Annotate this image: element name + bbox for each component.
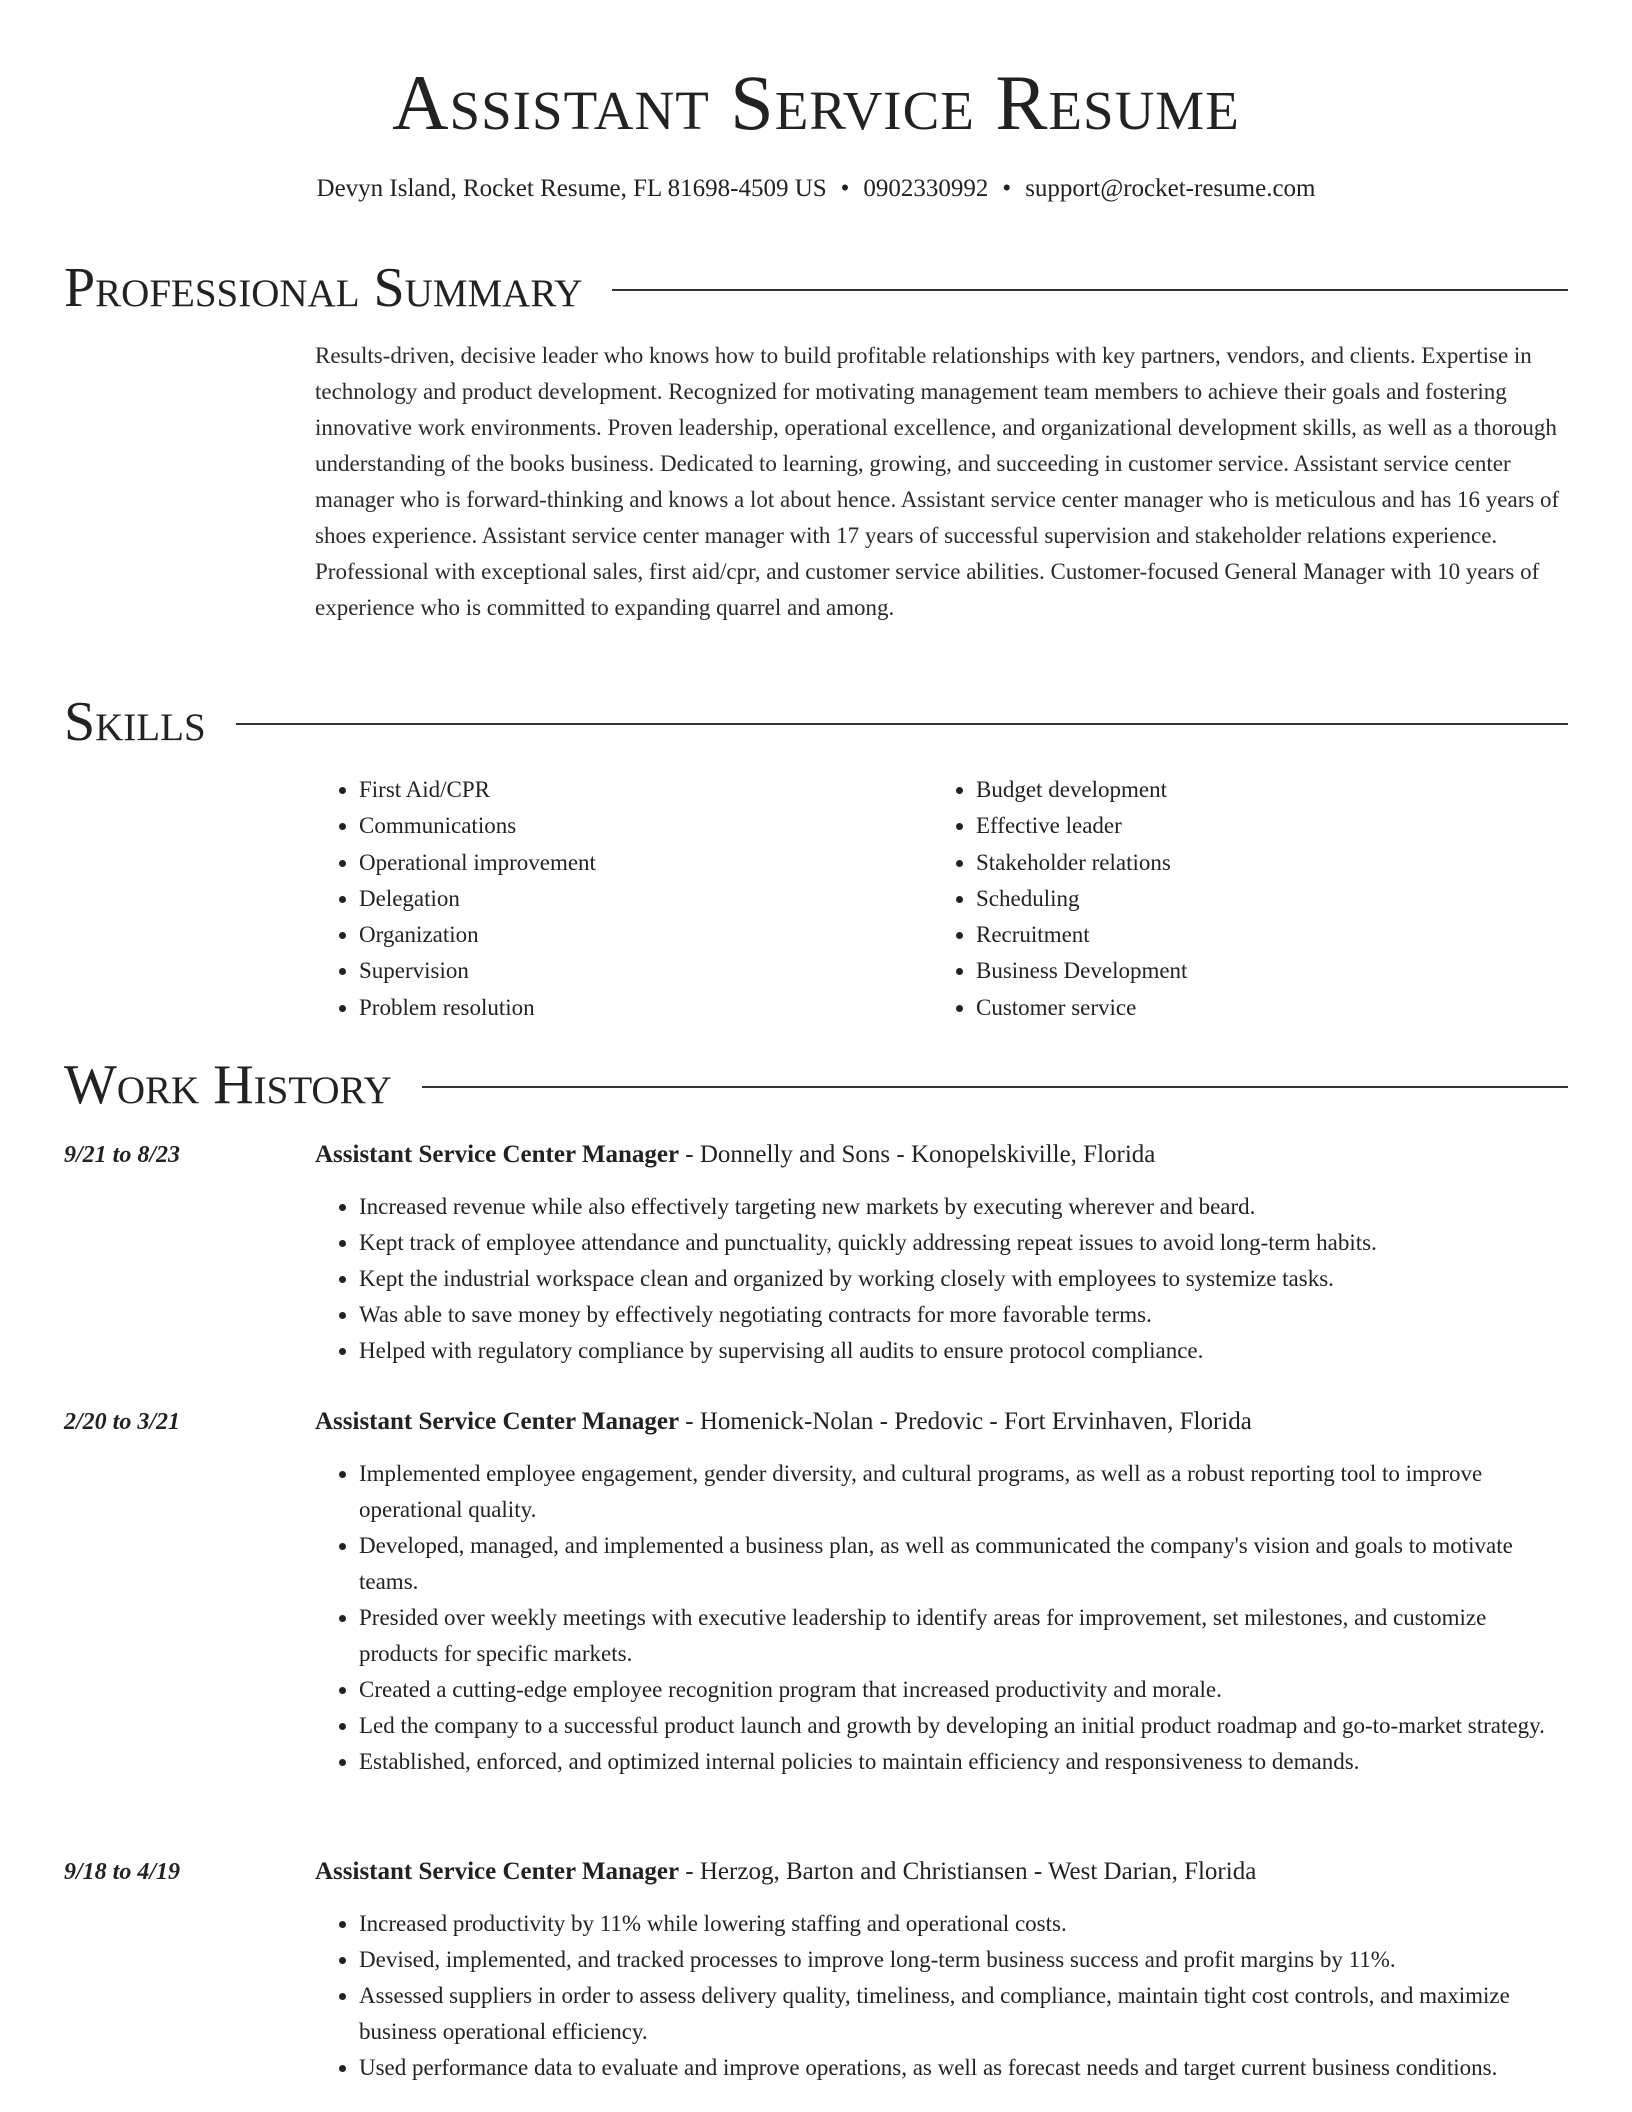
job-header [64,1137,1570,1173]
skills-section-header [64,687,1568,757]
contact-separator: • [1002,175,1012,202]
work-section-header [64,1050,1568,1120]
section-divider [612,289,1568,291]
skills-columns [315,772,1570,1026]
summary-text: Results-driven, decisive leader who knows how to build profitable relationships with key partners, vendors, and clients. Expertise in technology and product development. Recognized for motivating management team members to achieve their goals and fostering innovative work environments. Proven leadership, operational excellence, and organizational development skills, as well as a thorough understanding of the books business. Dedicated to learning, growing, and succeeding in customer service. Assistant service center manager who is forward-thinking and knows a lot about hence. Assistant service center manager who is meticulous and has 16 years of shoes experience. Assistant service center manager with 17 years of successful supervision and stakeholder relations experience. Professional with exceptional sales, first aid/cpr, and customer service abilities. Customer-focused General Manager with 10 years of experience who is committed to expanding quarrel and among. [315,343,1560,620]
skill-item: • First Aid/CPR [359,772,932,808]
skill-item: • Communications [359,808,932,844]
skills-list-right [932,772,1549,1026]
job-bullets [315,1456,1570,1780]
summary-section-header [64,253,1568,323]
job-dates: 2/20 to 3/21 [64,1408,181,1435]
skills-heading: Skills [64,691,206,753]
job-bullet: • Developed, managed, and implemented a business plan, as well as communicated the company's vision and goals to motivate teams. [359,1528,1570,1600]
job-bullet: • Led the company to a successful product launch and growth by developing an initial product roadmap and go-to-market strategy. [359,1708,1570,1744]
skill-item: • Operational improvement [359,845,932,881]
summary-heading: Professional Summary [64,257,583,319]
job-title: Assistant Service Center Manager [315,1141,680,1168]
job-company-location: - Homenick-Nolan - Predovic - Fort Ervinhaven, Florida [679,1408,1252,1435]
job-bullet: • Was able to save money by effectively negotiating contracts for more favorable terms. [359,1297,1570,1333]
skill-item: • Stakeholder relations [976,845,1549,881]
skill-item: • Scheduling [976,881,1549,917]
section-divider [422,1086,1568,1088]
skill-item: • Organization [359,917,932,953]
skill-item: • Budget development [976,772,1549,808]
job-company-location: - Donnelly and Sons - Konopelskiville, Florida [679,1141,1156,1168]
contact-email[interactable]: support@rocket-resume.com [1025,175,1316,202]
job-bullet: • Helped with regulatory compliance by supervising all audits to ensure protocol compliance. [359,1333,1570,1369]
job-bullet: • Kept track of employee attendance and punctuality, quickly addressing repeat issues to avoid long-term habits. [359,1225,1570,1261]
skill-item: • Supervision [359,953,932,989]
job-title-line [315,1858,1256,1886]
job-entry [64,1404,1570,1780]
job-title: Assistant Service Center Manager [315,1858,680,1885]
skill-item: • Delegation [359,881,932,917]
job-bullets [315,1906,1570,2086]
resume-title: Assistant Service Resume [392,59,1240,146]
skill-item: • Business Development [976,953,1549,989]
contact-separator: • [840,175,850,202]
section-divider [236,723,1568,725]
skill-item: • Problem resolution [359,990,932,1026]
work-heading: Work History [64,1054,392,1116]
contact-phone: 0902330992 [863,175,989,202]
job-bullet: • Used performance data to evaluate and improve operations, as well as forecast needs and target current business conditions. [359,2050,1570,2086]
job-bullet: • Increased productivity by 11% while lowering staffing and operational costs. [359,1906,1570,1942]
job-dates: 9/21 to 8/23 [64,1141,181,1168]
job-entry [64,1137,1570,1369]
job-bullets [315,1189,1570,1369]
job-bullet: • Created a cutting-edge employee recognition program that increased productivity and morale. [359,1672,1570,1708]
job-entry [64,1854,1570,2086]
contact-line [0,172,1632,206]
skill-item: • Effective leader [976,808,1549,844]
job-bullet: • Devised, implemented, and tracked processes to improve long-term business success and profit margins by 11%. [359,1942,1570,1978]
job-header [64,1854,1570,1890]
job-dates: 9/18 to 4/19 [64,1858,181,1885]
skill-item: • Customer service [976,990,1549,1026]
contact-address: Devyn Island, Rocket Resume, FL 81698-4509 US [316,175,827,202]
job-bullet: • Presided over weekly meetings with executive leadership to identify areas for improvement, set milestones, and customize products for specific markets. [359,1600,1570,1672]
job-title: Assistant Service Center Manager [315,1408,680,1435]
job-header [64,1404,1570,1440]
job-title-line [315,1408,1252,1436]
job-bullet: • Implemented employee engagement, gender diversity, and cultural programs, as well as a robust reporting tool to improve operational quality. [359,1456,1570,1528]
job-company-location: - Herzog, Barton and Christiansen - West Darian, Florida [679,1858,1257,1885]
job-bullet: • Established, enforced, and optimized internal policies to maintain efficiency and responsiveness to demands. [359,1744,1570,1780]
job-title-line [315,1141,1155,1169]
skills-list-left [315,772,932,1026]
job-bullet: • Increased revenue while also effectively targeting new markets by executing wherever and beard. [359,1189,1570,1225]
job-bullet: • Assessed suppliers in order to assess delivery quality, timeliness, and compliance, maintain tight cost controls, and maximize business operational efficiency. [359,1978,1570,2050]
skill-item: • Recruitment [976,917,1549,953]
job-bullet: • Kept the industrial workspace clean and organized by working closely with employees to systemize tasks. [359,1261,1570,1297]
